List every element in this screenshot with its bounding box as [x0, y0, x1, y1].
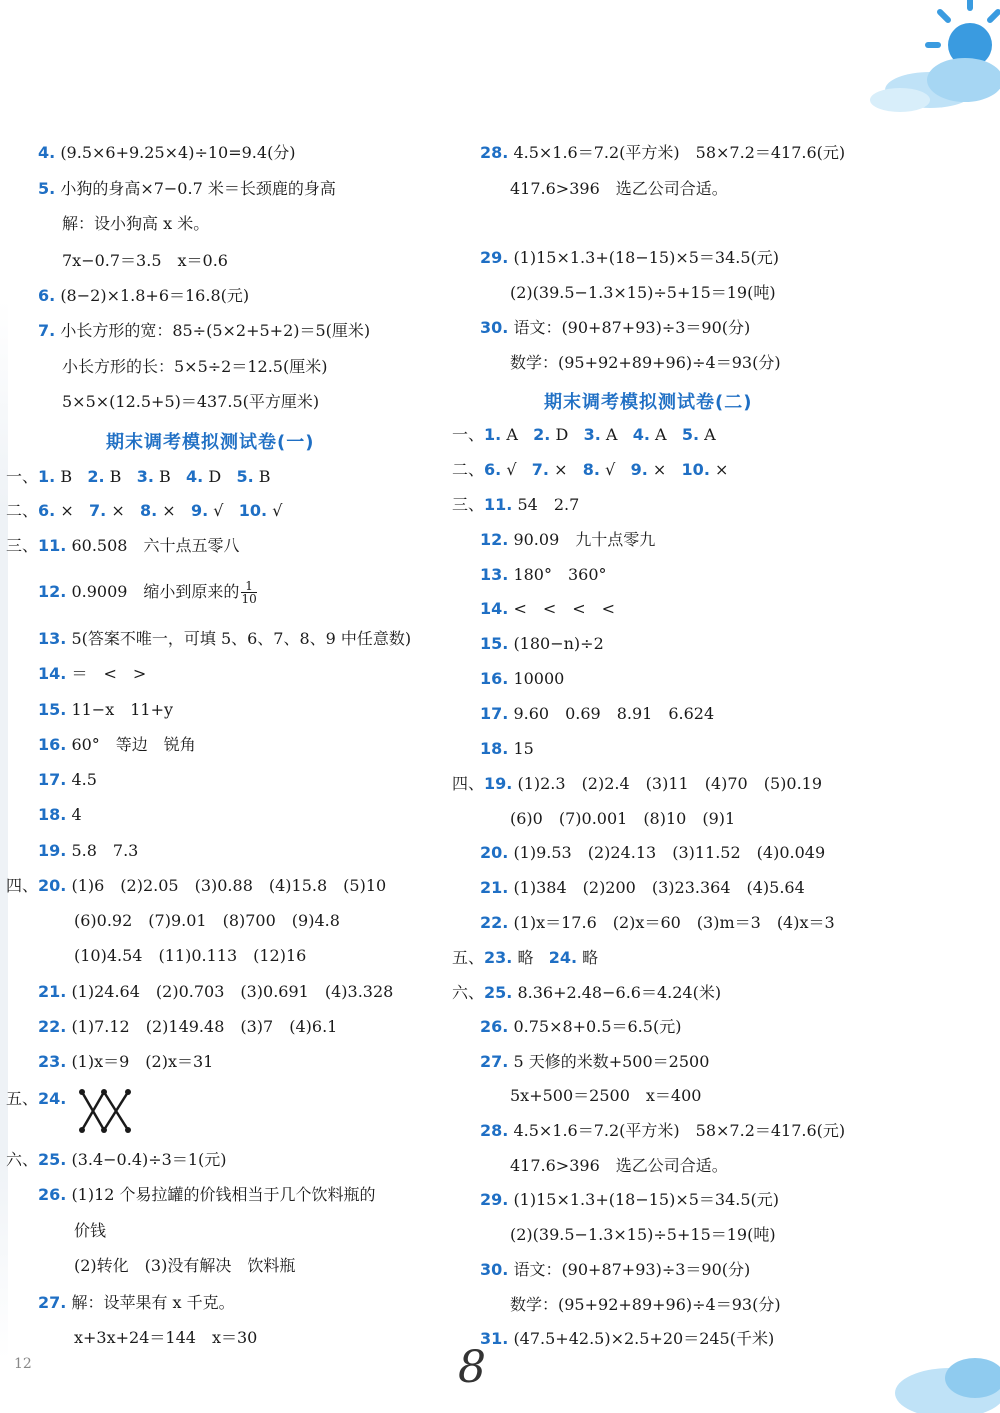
- answer-line: 价钱: [74, 1221, 107, 1240]
- answer-line: 26. (1)12 个易拉罐的价钱相当于几个饮料瓶的: [38, 1185, 376, 1204]
- answer-line: (6)0 (7)0.001 (8)10 (9)1: [510, 809, 736, 828]
- answer-line: 13. 180° 360°: [480, 565, 607, 584]
- page-number: 12: [14, 1356, 32, 1372]
- answer-line: 22. (1)x＝17.6 (2)x＝60 (3)m＝3 (4)x＝3: [480, 913, 835, 932]
- answer-line: (2)(39.5−1.3×15)÷5+15＝19(吨): [510, 1225, 776, 1244]
- answer-line: 16. 10000: [480, 669, 565, 688]
- answer-line: 14. ＝ < >: [38, 664, 147, 683]
- answer-line: 小长方形的长：5×5÷2＝12.5(厘米): [62, 357, 328, 376]
- answer-line: 三、11. 60.508 六十点五零八: [6, 536, 240, 555]
- answer-line: 5×5×(12.5+5)＝437.5(平方厘米): [62, 392, 320, 411]
- answer-line: 22. (1)7.12 (2)149.48 (3)7 (4)6.1: [38, 1017, 338, 1036]
- answer-line: 27. 解：设苹果有 x 千克。: [38, 1293, 235, 1312]
- answer-line: 16. 60° 等边 锐角: [38, 735, 196, 754]
- answer-line: 二、6. √ 7. × 8. √ 9. × 10. ×: [452, 460, 729, 479]
- section-heading: 期末调考模拟测试卷(一): [106, 432, 315, 453]
- handwritten-number: 8: [458, 1342, 486, 1393]
- answer-line: 5. 小狗的身高×7−0.7 米＝长颈鹿的身高: [38, 179, 336, 198]
- answer-line: 六、25. (3.4−0.4)÷3＝1(元): [6, 1150, 227, 1169]
- answer-line: 20. (1)9.53 (2)24.13 (3)11.52 (4)0.049: [480, 843, 826, 862]
- answer-line: 17. 4.5: [38, 770, 97, 789]
- answer-line: 5x+500＝2500 x＝400: [510, 1086, 702, 1105]
- answer-line: 30. 语文：(90+87+93)÷3＝90(分): [480, 318, 751, 337]
- section-heading: 期末调考模拟测试卷(二): [544, 392, 753, 413]
- answer-line: 12. 90.09 九十点零九: [480, 530, 656, 549]
- answer-line: 6. (8−2)×1.8+6＝16.8(元): [38, 286, 250, 305]
- answer-line: 7. 小长方形的宽：85÷(5×2+5+2)＝5(厘米): [38, 321, 371, 340]
- answer-line: 21. (1)24.64 (2)0.703 (3)0.691 (4)3.328: [38, 982, 394, 1001]
- answer-line: 18. 4: [38, 805, 82, 824]
- answer-line: 数学：(95+92+89+96)÷4＝93(分): [510, 353, 781, 372]
- answer-line: 17. 9.60 0.69 8.91 6.624: [480, 704, 715, 723]
- answer-line: 14. < < < <: [480, 599, 616, 618]
- answer-line: 二、6. × 7. × 8. × 9. √ 10. √: [6, 501, 283, 520]
- answer-line: 27. 5 天修的米数+500＝2500: [480, 1052, 710, 1071]
- answer-line: 26. 0.75×8+0.5＝6.5(元): [480, 1017, 682, 1036]
- bottom-corner-decoration: [890, 1323, 1000, 1413]
- answer-line: 7x−0.7＝3.5 x＝0.6: [62, 251, 228, 270]
- answer-line: 417.6>396 选乙公司合适。: [510, 179, 728, 198]
- answer-line: 四、19. (1)2.3 (2)2.4 (3)11 (4)70 (5)0.19: [452, 774, 823, 793]
- answer-line: 29. (1)15×1.3+(18−15)×5＝34.5(元): [480, 248, 780, 267]
- answer-line: 五、23. 略 24. 略: [452, 948, 599, 967]
- answer-line: 28. 4.5×1.6＝7.2(平方米) 58×7.2＝417.6(元): [480, 143, 846, 162]
- answer-line: 4. (9.5×6+9.25×4)÷10=9.4(分): [38, 143, 296, 162]
- answer-line: 三、11. 54 2.7: [452, 495, 580, 514]
- answer-line: 数学：(95+92+89+96)÷4＝93(分): [510, 1295, 781, 1314]
- answer-line: (10)4.54 (11)0.113 (12)16: [74, 946, 307, 965]
- answer-line: 21. (1)384 (2)200 (3)23.364 (4)5.64: [480, 878, 805, 897]
- sun-cloud-decoration: [870, 0, 1000, 120]
- answer-line: 四、20. (1)6 (2)2.05 (3)0.88 (4)15.8 (5)10: [6, 876, 387, 895]
- answer-line: 28. 4.5×1.6＝7.2(平方米) 58×7.2＝417.6(元): [480, 1121, 846, 1140]
- answer-line: 一、1. A 2. D 3. A 4. A 5. A: [452, 425, 716, 444]
- answer-line: (2)转化 (3)没有解决 饮料瓶: [74, 1256, 296, 1275]
- answer-line: (6)0.92 (7)9.01 (8)700 (9)4.8: [74, 911, 340, 930]
- answer-line: 一、1. B 2. B 3. B 4. D 5. B: [6, 467, 271, 486]
- answer-line: 六、25. 8.36+2.48−6.6＝4.24(米): [452, 983, 722, 1002]
- answer-line: 18. 15: [480, 739, 534, 758]
- answer-line: 31. (47.5+42.5)×2.5+20＝245(千米): [480, 1329, 775, 1348]
- answer-line: 13. 5(答案不唯一，可填 5、6、7、8、9 中任意数): [38, 629, 412, 648]
- answer-line: 417.6>396 选乙公司合适。: [510, 1156, 728, 1175]
- fraction: $\frac{1}{10}$: [241, 579, 257, 606]
- matching-lines-drawing: [76, 1086, 136, 1136]
- answer-line: 23. (1)x＝9 (2)x＝31: [38, 1052, 214, 1071]
- answer-line: 15. 11−x 11+y: [38, 700, 174, 719]
- answer-line: 解：设小狗高 x 米。: [62, 214, 210, 233]
- answer-line: 12. 0.9009 缩小到原来的 $\frac{1}{10}$: [38, 579, 257, 606]
- answer-line: 19. 5.8 7.3: [38, 841, 139, 860]
- answer-line: 30. 语文：(90+87+93)÷3＝90(分): [480, 1260, 751, 1279]
- answer-line: 29. (1)15×1.3+(18−15)×5＝34.5(元): [480, 1190, 780, 1209]
- left-edge-shading: [0, 300, 8, 1360]
- answer-line: 15. (180−n)÷2: [480, 634, 604, 653]
- answer-line: x+3x+24＝144 x＝30: [74, 1328, 258, 1347]
- answer-line: 五、24.: [6, 1089, 67, 1108]
- answer-line: (2)(39.5−1.3×15)÷5+15＝19(吨): [510, 283, 776, 302]
